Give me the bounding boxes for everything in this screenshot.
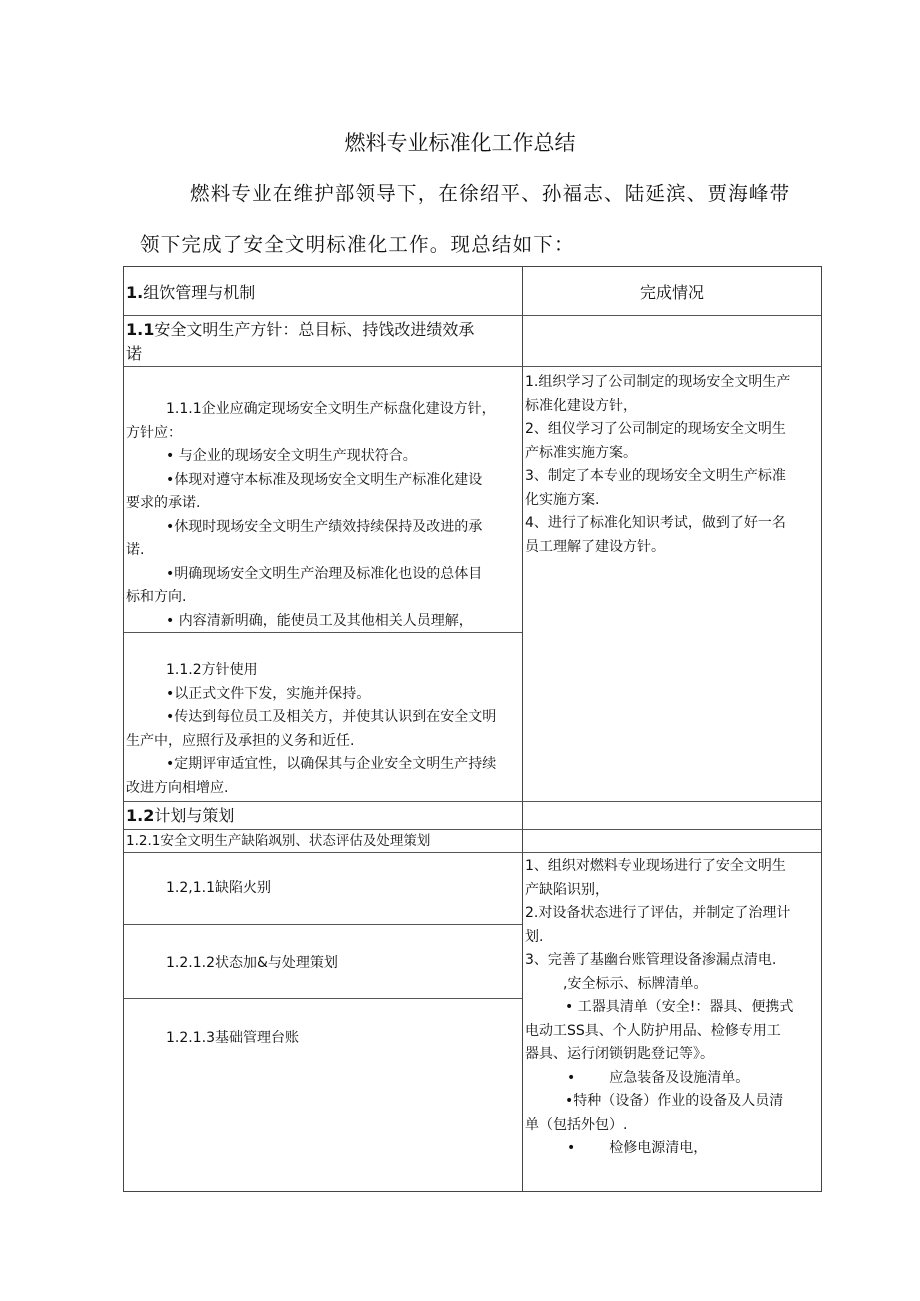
s112-line: 改进方向相增应. <box>126 779 229 796</box>
s111-line: 标和方向. <box>126 589 187 605</box>
header-left <box>126 281 520 305</box>
s111-result-line: 标准化建设方针， <box>525 397 637 414</box>
section-1-2-1-2: 1.2.1.2状态加&与处理策划 <box>166 955 338 971</box>
s121-result-line: 3、完善了基幽台账管理设备渗漏点清电. <box>525 952 777 968</box>
s111-line: 方针应： <box>126 424 182 441</box>
row-divider <box>124 852 821 853</box>
section-1-2-label: 计划与策划 <box>154 806 235 825</box>
s112-line: •以正式文件下发，实施并保持。 <box>166 685 371 702</box>
header-right: 完成情况 <box>639 283 704 302</box>
s121-result-line: 划. <box>525 928 544 945</box>
row-divider <box>124 801 821 802</box>
section-1-1-line2: 诺 <box>126 344 143 363</box>
s111-result-line: 产标准实施方案。 <box>525 444 637 461</box>
s111-line: •休现时现场安全文明生产绩效持续保持及改进的承 <box>166 518 483 535</box>
section-1-1-2 <box>126 659 520 800</box>
s111-result-line: 4、进行了标准化知识考试，做到了好一名 <box>525 515 786 531</box>
row-divider <box>124 924 522 925</box>
bullet: • <box>567 1069 576 1086</box>
s112-line: •传达到每位员工及相关方，并使其认识到在安全文明 <box>166 709 497 725</box>
s121-result-line: ,安全标示、标牌清单。 <box>563 975 708 992</box>
s111-result-line: 2、组仪学习了公司制定的现场安全文明生 <box>525 421 786 437</box>
s121-result-text: 检修电源清电， <box>609 1140 708 1156</box>
s121-result-line: 电动工SS具、个人防护用品、检修专用工 <box>525 1022 781 1039</box>
s111-line: 1.1.1企业应确定现场安全文明生产标盘化建设方针， <box>166 401 496 417</box>
s121-result-text: 应急装备及设施清单。 <box>609 1069 750 1086</box>
s112-line: 1.1.2方针使用 <box>166 662 258 678</box>
row-divider <box>124 315 821 316</box>
s121-result-line: 产缺陷识别， <box>525 881 609 898</box>
section-1-1-line1: 安全文明生产方针：总目标、持饯改进绩效承 <box>154 320 475 339</box>
intro-line-2: 领下完成了安全文明标准化工作。现总结如下： <box>140 233 575 256</box>
s112-line: •定期评审适宜性，以确保其与企业安全文明生产持续 <box>166 756 497 772</box>
section-1-2-result <box>525 855 819 1161</box>
header-num: 1. <box>126 283 144 302</box>
s112-line: 生产中，应照行及承担的义务和近任. <box>126 732 355 749</box>
s111-result-line: 1.组织学习了公司制定的现场安全文明生产 <box>525 374 791 390</box>
s111-line: • 内容清新明确，能使员工及其他相关人员理解， <box>166 612 473 629</box>
s111-result-line: 3、制定了本专业的现场安全文明生产标准 <box>525 468 786 484</box>
section-1-1-1 <box>126 398 520 633</box>
s111-line: • 与企业的现场安全文明生产现状符合。 <box>166 448 417 464</box>
section-1-2-1-3: 1.2.1.3基础管理台账 <box>166 1030 299 1046</box>
header-left-label: 组饮管理与机制 <box>143 283 256 302</box>
section-1-2-num: 1.2 <box>126 806 155 825</box>
s121-result-line: •特种（设备）作业的设备及人员清 <box>565 1093 784 1109</box>
section-1-2-1: 1.2.1安全文明生产缺陷飒别、状态评估及处理策划 <box>126 833 431 849</box>
row-divider <box>124 998 522 999</box>
row-divider <box>124 829 821 830</box>
intro-line-1: 燃料专业在维护部领导下，在徐绍平、孙福志、陆延滨、贾海峰带 <box>190 182 791 205</box>
s121-result-line: 器具、运行闭锁钥匙登记等》。 <box>525 1046 714 1062</box>
row-divider <box>124 366 821 367</box>
s111-line: •明确现场安全文明生产治理及标准化也设的总体目 <box>166 565 483 582</box>
s121-result-line: 单（包括外包）. <box>525 1116 628 1133</box>
section-1-1-num: 1.1 <box>126 320 155 339</box>
section-1-2-1-1: 1.2,1.1缺陷火别 <box>166 880 271 896</box>
s111-line: 诺. <box>126 542 145 558</box>
s121-result-line: • 工器具清单（安全!：器具、便携式 <box>565 999 794 1015</box>
s111-result-line: 化实施方案. <box>525 491 600 508</box>
section-1-1-result <box>525 371 819 559</box>
s121-result-line: 2.对设备状态进行了评估，并制定了治理计 <box>525 905 791 921</box>
document-title: 燃料专业标准化工作总结 <box>344 131 576 155</box>
s121-result-line <box>525 1137 819 1161</box>
s121-result-line: 1、组织对燃料专业现场进行了安全文明生 <box>525 858 786 874</box>
column-divider <box>522 267 523 1191</box>
section-1-1 <box>126 318 520 366</box>
s111-line: 要求的承诺. <box>126 495 201 511</box>
bullet: • <box>567 1140 576 1156</box>
s111-line: •体现对遵守本标准及现场安全文明生产标准化建设 <box>166 471 483 488</box>
s121-result-line <box>525 1067 819 1091</box>
section-1-2 <box>126 805 520 827</box>
standardization-table <box>123 266 822 1192</box>
s111-result-line: 员工理解了建设方针。 <box>525 538 665 555</box>
